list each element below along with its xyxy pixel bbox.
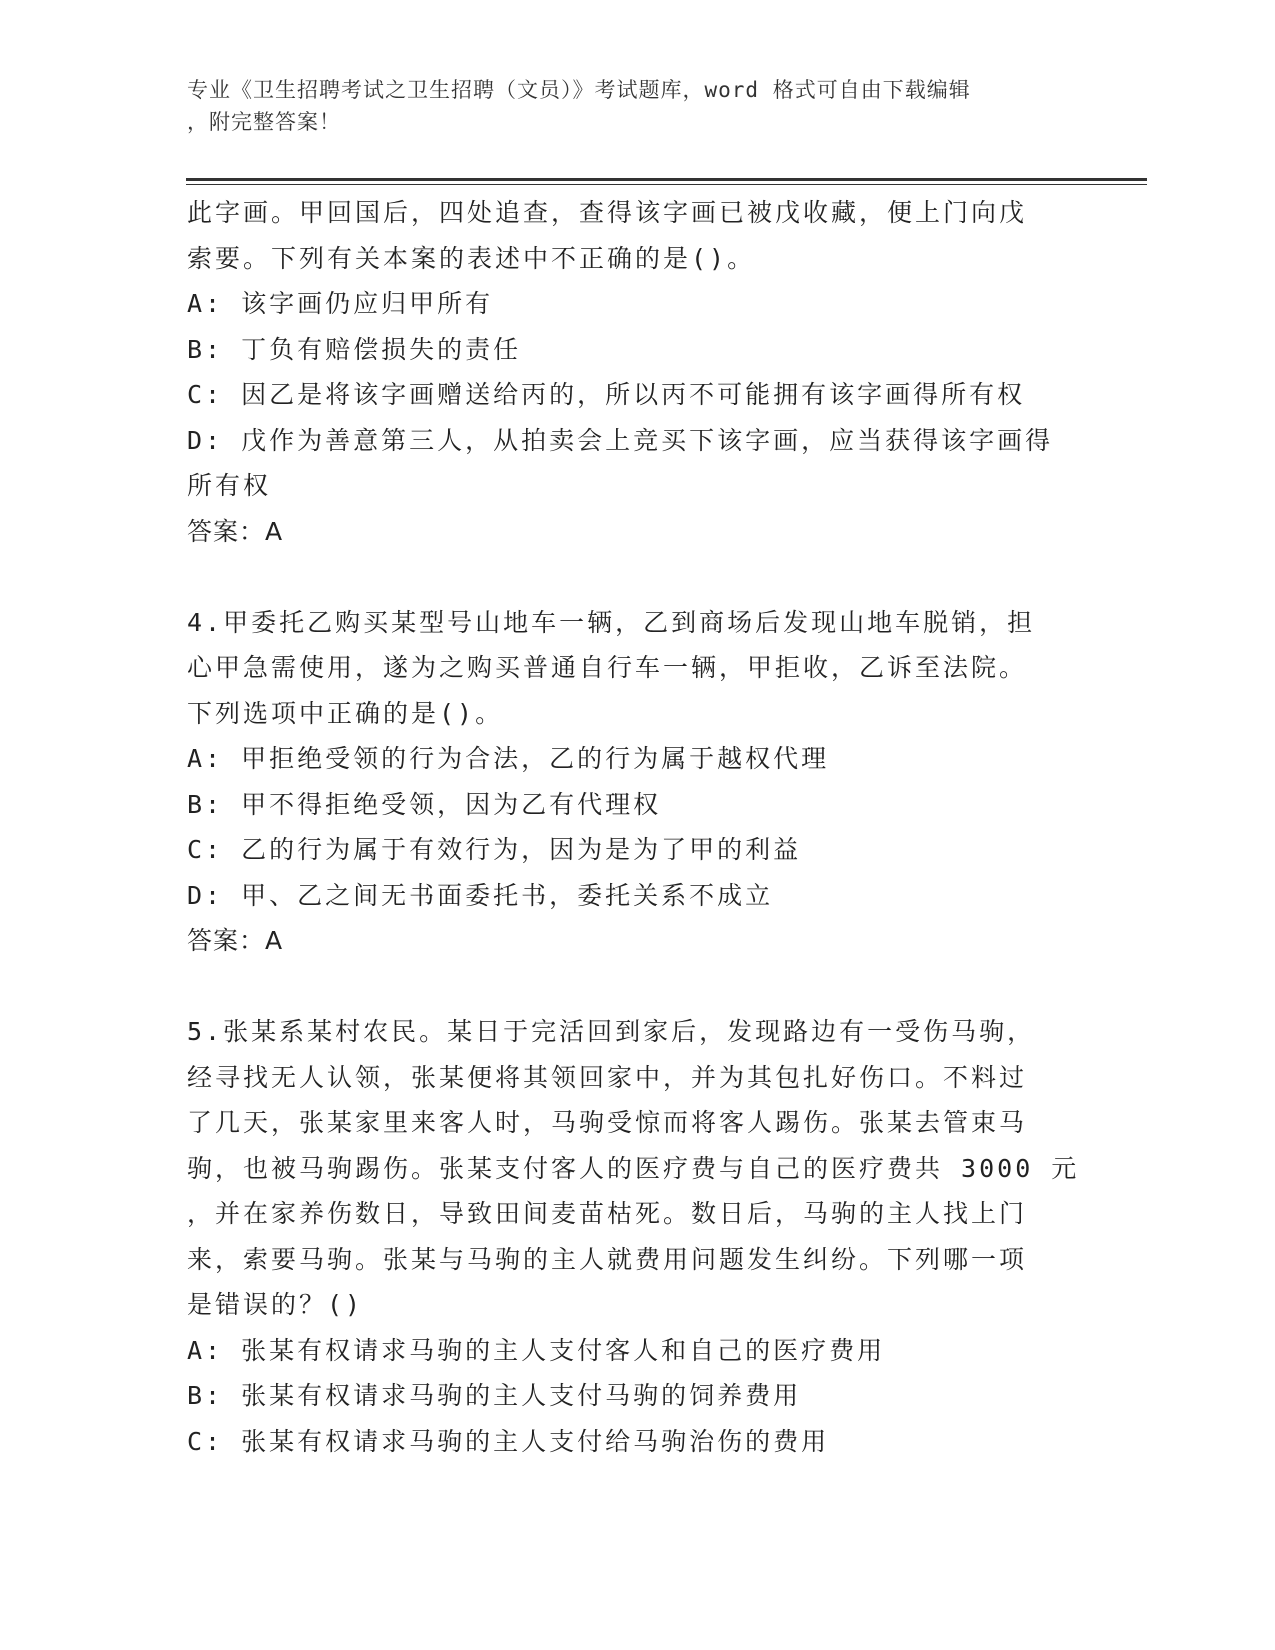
question-3-answer: 答案：A xyxy=(187,516,284,546)
question-3-option-d-continued: 所有权 xyxy=(187,471,272,500)
spacer xyxy=(187,964,1067,1010)
question-5-stem-line: ，并在家养伤数日，导致田间麦苗枯死。数日后，马驹的主人找上门 xyxy=(187,1199,1028,1228)
question-5 xyxy=(187,1009,1080,1464)
question-4-option-a: A: 甲拒绝受领的行为合法，乙的行为属于越权代理 xyxy=(187,744,830,773)
question-3 xyxy=(187,190,1067,554)
question-5-stem-line: 是错误的？() xyxy=(187,1290,364,1319)
question-4-stem-line: 4.甲委托乙购买某型号山地车一辆，乙到商场后发现山地车脱销，担 xyxy=(187,607,1036,637)
document-header xyxy=(187,74,1067,138)
question-3-option-c: C: 因乙是将该字画赠送给丙的，所以丙不可能拥有该字画得所有权 xyxy=(187,380,1026,409)
question-5-option-c: C: 张某有权请求马驹的主人支付给马驹治伤的费用 xyxy=(187,1426,830,1456)
question-3-option-d: D: 戊作为善意第三人，从拍卖会上竞买下该字画，应当获得该字画得 xyxy=(187,425,1054,455)
question-4-stem-line: 心甲急需使用，遂为之购买普通自行车一辆，甲拒收，乙诉至法院。 xyxy=(187,653,1028,682)
document-body xyxy=(187,190,1080,1464)
question-3-option-a: A: 该字画仍应归甲所有 xyxy=(187,289,494,318)
header-divider-thin xyxy=(186,184,1147,185)
question-4-option-c: C: 乙的行为属于有效行为，因为是为了甲的利益 xyxy=(187,835,802,864)
question-5-stem-line: 经寻找无人认领，张某便将其领回家中，并为其包扎好伤口。不料过 xyxy=(187,1062,1028,1092)
header-line-1: 专业《卫生招聘考试之卫生招聘（文员）》考试题库，word 格式可自由下载编辑 xyxy=(187,78,971,102)
question-4 xyxy=(187,600,1067,964)
question-4-answer: 答案：A xyxy=(187,926,284,955)
question-5-stem-line: 驹，也被马驹踢伤。张某支付客人的医疗费与自己的医疗费共 3000 元 xyxy=(187,1153,1080,1183)
question-3-option-b: B: 丁负有赔偿损失的责任 xyxy=(187,334,522,364)
question-3-stem-line: 此字画。甲回国后，四处追查，查得该字画已被戊收藏，便上门向戊 xyxy=(187,198,1028,227)
question-3-stem-line: 索要。下列有关本案的表述中不正确的是()。 xyxy=(187,243,756,273)
question-5-option-a: A: 张某有权请求马驹的主人支付客人和自己的医疗费用 xyxy=(187,1335,886,1365)
question-5-stem-line: 了几天，张某家里来客人时，马驹受惊而将客人踢伤。张某去管束马 xyxy=(187,1108,1028,1137)
question-5-stem-line: 来，索要马驹。张某与马驹的主人就费用问题发生纠纷。下列哪一项 xyxy=(187,1244,1028,1274)
question-4-option-d: D: 甲、乙之间无书面委托书，委托关系不成立 xyxy=(187,880,774,910)
question-4-stem-line: 下列选项中正确的是()。 xyxy=(187,698,504,728)
header-line-2: ，附完整答案！ xyxy=(187,110,341,134)
question-5-option-b: B: 张某有权请求马驹的主人支付马驹的饲养费用 xyxy=(187,1381,802,1410)
question-4-option-b: B: 甲不得拒绝受领，因为乙有代理权 xyxy=(187,789,662,819)
header-divider-thick xyxy=(186,178,1147,181)
question-5-stem-line: 5.张某系某村农民。某日于完活回到家后，发现路边有一受伤马驹， xyxy=(187,1017,1036,1046)
spacer xyxy=(187,554,1067,600)
